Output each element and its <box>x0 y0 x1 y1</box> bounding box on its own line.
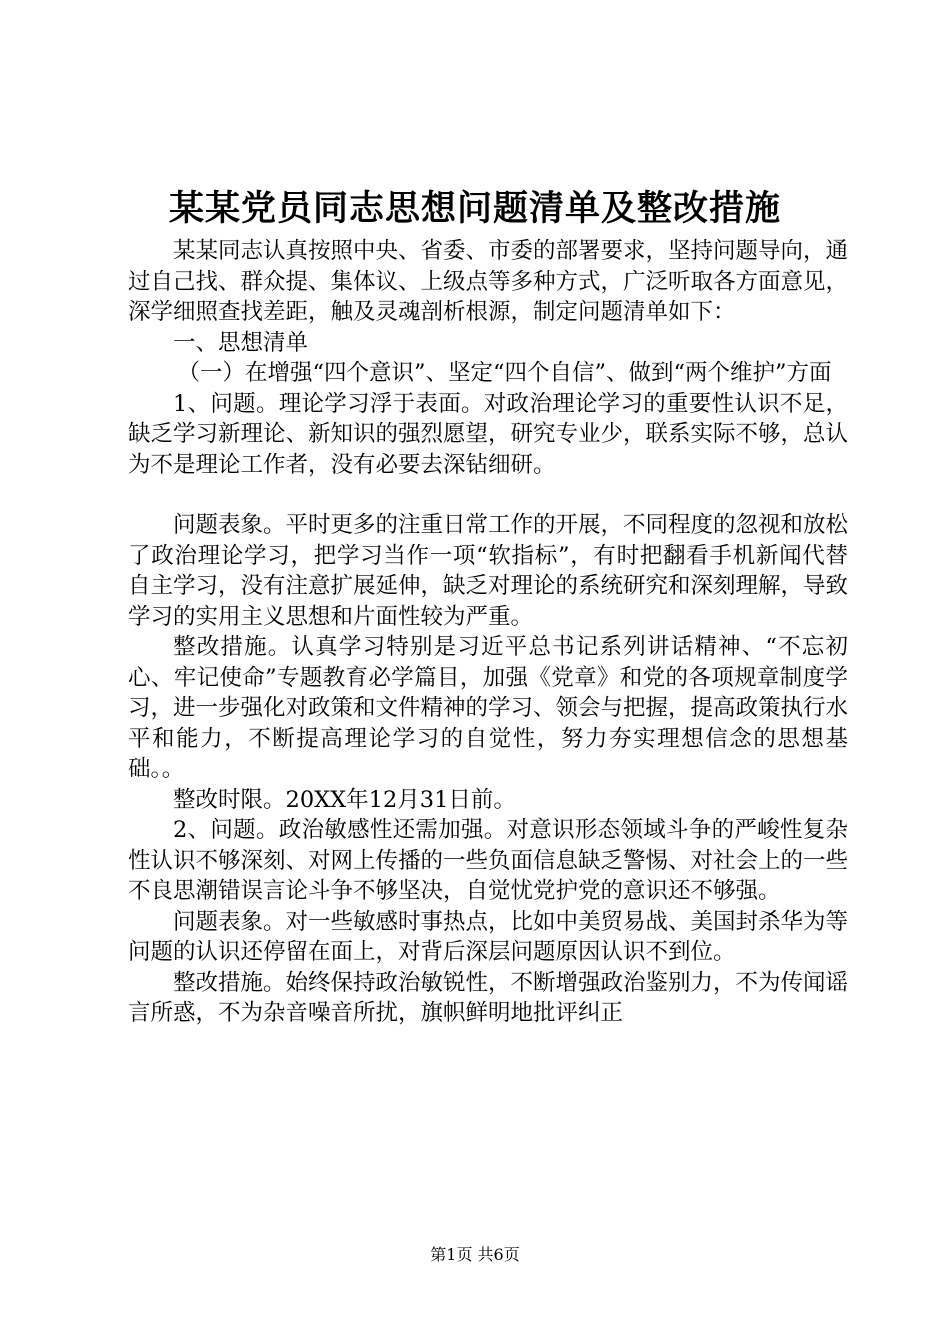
paragraph-manifestation-2: 问题表象。对一些敏感时事热点，比如中美贸易战、美国封杀华为等问题的认识还停留在面上，对背后深层问题原因认识不到位。 <box>128 908 849 965</box>
paragraph-spacer <box>128 480 848 510</box>
document-body <box>128 236 848 1029</box>
paragraph-measures-2: 整改措施。始终保持政治敏锐性，不断增强政治鉴别力，不为传闻谣言所惑，不为杂音噪音所扰，旗帜鲜明地批评纠正 <box>128 969 849 1026</box>
paragraph-problem-1: 1、问题。理论学习浮于表面。对政治理论学习的重要性认识不足，缺乏学习新理论、新知识的强烈愿望，研究专业少，联系实际不够，总认为不是理论工作者，没有必要去深钻细研。 <box>128 390 849 478</box>
paragraph-intro: 某某同志认真按照中央、省委、市委的部署要求，坚持问题导向，通过自己找、群众提、集体议、上级点等多种方式，广泛听取各方面意见，深学细照查找差距，触及灵魂剖析根源，制定问题清单如下： <box>128 238 849 325</box>
paragraph-manifestation-1: 问题表象。平时更多的注重日常工作的开展，不同程度的忽视和放松了政治理论学习，把学习当作一项“软指标”，有时把翻看手机新闻代替自主学习，没有注意扩展延伸，缺乏对理论的系统研究和深刻理解，导致学习的实用主义思想和片面性较为严重。 <box>128 512 849 630</box>
paragraph-problem-2: 2、问题。政治敏感性还需加强。对意识形态领域斗争的严峻性复杂性认识不够深刻、对网上传播的一些负面信息缺乏警惕、对社会上的一些不良思潮错误言论斗争不够坚决，自觉忧党护党的意识还不够强。 <box>128 817 849 904</box>
document-title: 某某党员同志思想问题清单及整改措施 <box>168 188 781 229</box>
paragraph-deadline-1: 整改时限。20XX年12月31日前。 <box>173 786 516 813</box>
page-footer: 第1页 共6页 <box>430 1245 520 1264</box>
paragraph-measures-1: 整改措施。认真学习特别是习近平总书记系列讲话精神、“不忘初心、牢记使命”专题教育必学篇目，加强《党章》和党的各项规章制度学习，进一步强化对政策和文件精神的学习、领会与把握，提高政策执行水平和能力，不断提高理论学习的自觉性，努力夯实理想信念的思想基础。。 <box>128 634 849 782</box>
section-heading: 一、思想清单 <box>173 329 309 356</box>
subsection-heading: （一）在增强“四个意识”、坚定“四个自信”、做到“两个维护”方面 <box>177 360 832 386</box>
